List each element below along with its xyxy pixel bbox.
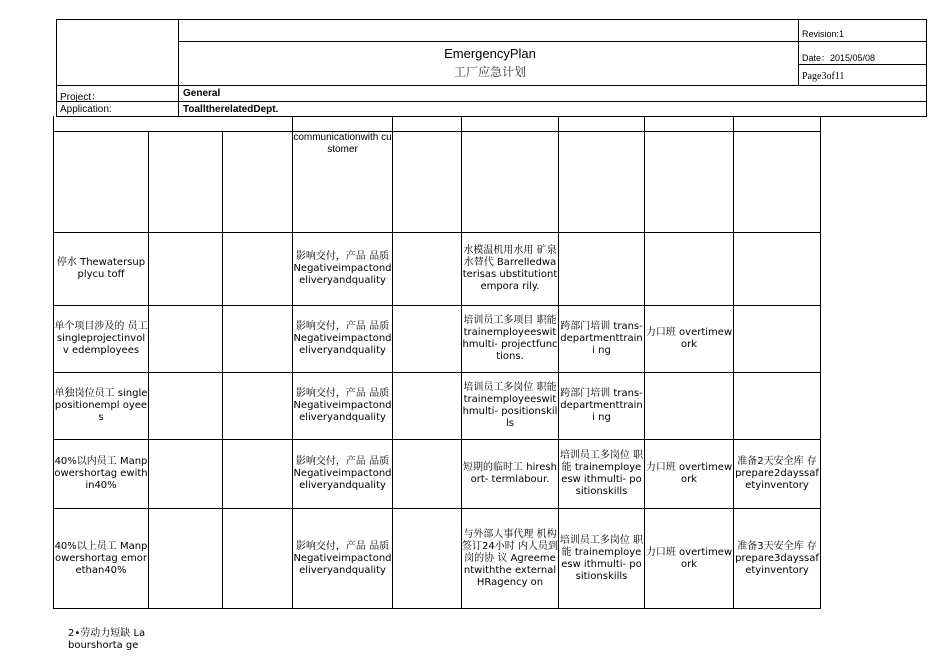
cell-measure-3: 力口班 overtimework — [645, 546, 733, 570]
cell-risk: 单独岗位员工 singlepositionempl oyees — [54, 388, 148, 423]
table-row — [54, 373, 148, 439]
cell-risk: 停水 Thewatersupplycu toff — [56, 257, 146, 280]
cell-impact: 影响交付，产品 品质 Negativeimpactond eliveryandquality — [293, 321, 392, 356]
cell-measure: 培训员工多项目 职能 trainemployeeswit hmulti- projectfunctions. — [462, 315, 558, 362]
cell-measure: 与外部人事代理 机构签订24小时 内人员到岗的协 议 Agreementwiththe externalHRagency on — [462, 528, 558, 588]
cell-risk: 40%以内员工 Manpowershortag ewithin40% — [54, 456, 148, 491]
cell-risk: 单个项目涉及的 员工 singleprojectinvolv edemployees — [54, 321, 148, 356]
cell-measure-2: 跨部门培训 trans- departmenttraini ng — [560, 388, 643, 423]
table-cell — [293, 233, 392, 305]
table-row — [54, 233, 148, 305]
cell-impact: 影响交付，产品 品质 Negativeimpactond eliveryandquality — [293, 540, 392, 576]
application-label: Application: — [60, 104, 112, 115]
table-row — [54, 509, 148, 608]
table-cell — [293, 509, 392, 608]
date-row — [802, 51, 875, 64]
document-title-zh: 工厂应急计划 — [453, 65, 526, 79]
cell-measure-2: 跨部门培训 trans- departmenttraini ng — [560, 321, 643, 356]
cell-measure-3: 力口班 overtimework — [645, 462, 733, 485]
table-cell — [462, 373, 558, 439]
project-value: General — [183, 88, 221, 99]
cell-impact: communicationwith customer — [293, 132, 392, 155]
date-label: Date： — [802, 53, 831, 63]
cell-impact: 影响交付，产品 品质 Negativeimpactond eliveryandquality — [293, 251, 392, 286]
cell-measure-4: 准备2天安全库 存 prepare2dayssaf etyinventory — [735, 456, 819, 491]
table-cell — [462, 306, 558, 372]
cell-risk: 40%以上员工 Manpowershortag emorethan40% — [54, 540, 148, 576]
cell-measure-4: 准备3天安全库 存 prepare3dayssaf etyinventory — [735, 540, 819, 576]
cell-measure: 短期的临时工 hireshort- termlabour. — [463, 462, 557, 485]
cell-measure-2: 培训员工多岗位 职能 trainemployeesw ithmulti- positionskills — [559, 450, 644, 497]
cell-measure: 水模温机用水用 矿泉水替代 Barrelledwaterisas ubstitutiontempora rily. — [462, 245, 558, 292]
table-cell — [645, 306, 733, 372]
page-number: Page3of11 — [802, 71, 845, 82]
table-cell — [559, 306, 644, 372]
table-row — [54, 306, 148, 372]
project-label: Project： — [60, 92, 102, 103]
application-value: ToalltherelatedDept. — [183, 104, 279, 115]
cell-measure-3: 力口班 overtimework — [645, 327, 733, 350]
table-cell — [559, 440, 644, 508]
table-row — [293, 132, 392, 232]
section-title: 2•劳动力短缺 Labourshorta ge — [68, 628, 146, 651]
table-cell — [293, 373, 392, 439]
table-cell — [645, 509, 733, 608]
table-cell — [462, 509, 558, 608]
table-cell — [645, 440, 733, 508]
table-cell — [462, 440, 558, 508]
cell-impact: 影响交付，产品 品质 Negativeimpactond eliveryandquality — [293, 388, 392, 423]
table-cell — [734, 509, 820, 608]
table-cell — [293, 440, 392, 508]
document-title: EmergencyPlan — [444, 46, 536, 61]
revision-label: Revision:1 — [802, 29, 845, 39]
table-cell — [734, 440, 820, 508]
cell-impact: 影响交付，产品 品质 Negativeimpactond eliveryandquality — [293, 456, 392, 491]
table-cell — [462, 233, 558, 305]
table-cell — [559, 509, 644, 608]
cell-measure-2: 培训员工多岗位 职能 trainemployeesw ithmulti- positionskills — [559, 534, 644, 582]
table-cell — [293, 306, 392, 372]
date-value: 2015/05/08 — [830, 53, 876, 63]
cell-measure: 培训员工多岗位 职能 trainemployeeswit hmulti- positionskills — [462, 382, 558, 429]
table-row — [54, 440, 148, 508]
table-cell — [559, 373, 644, 439]
